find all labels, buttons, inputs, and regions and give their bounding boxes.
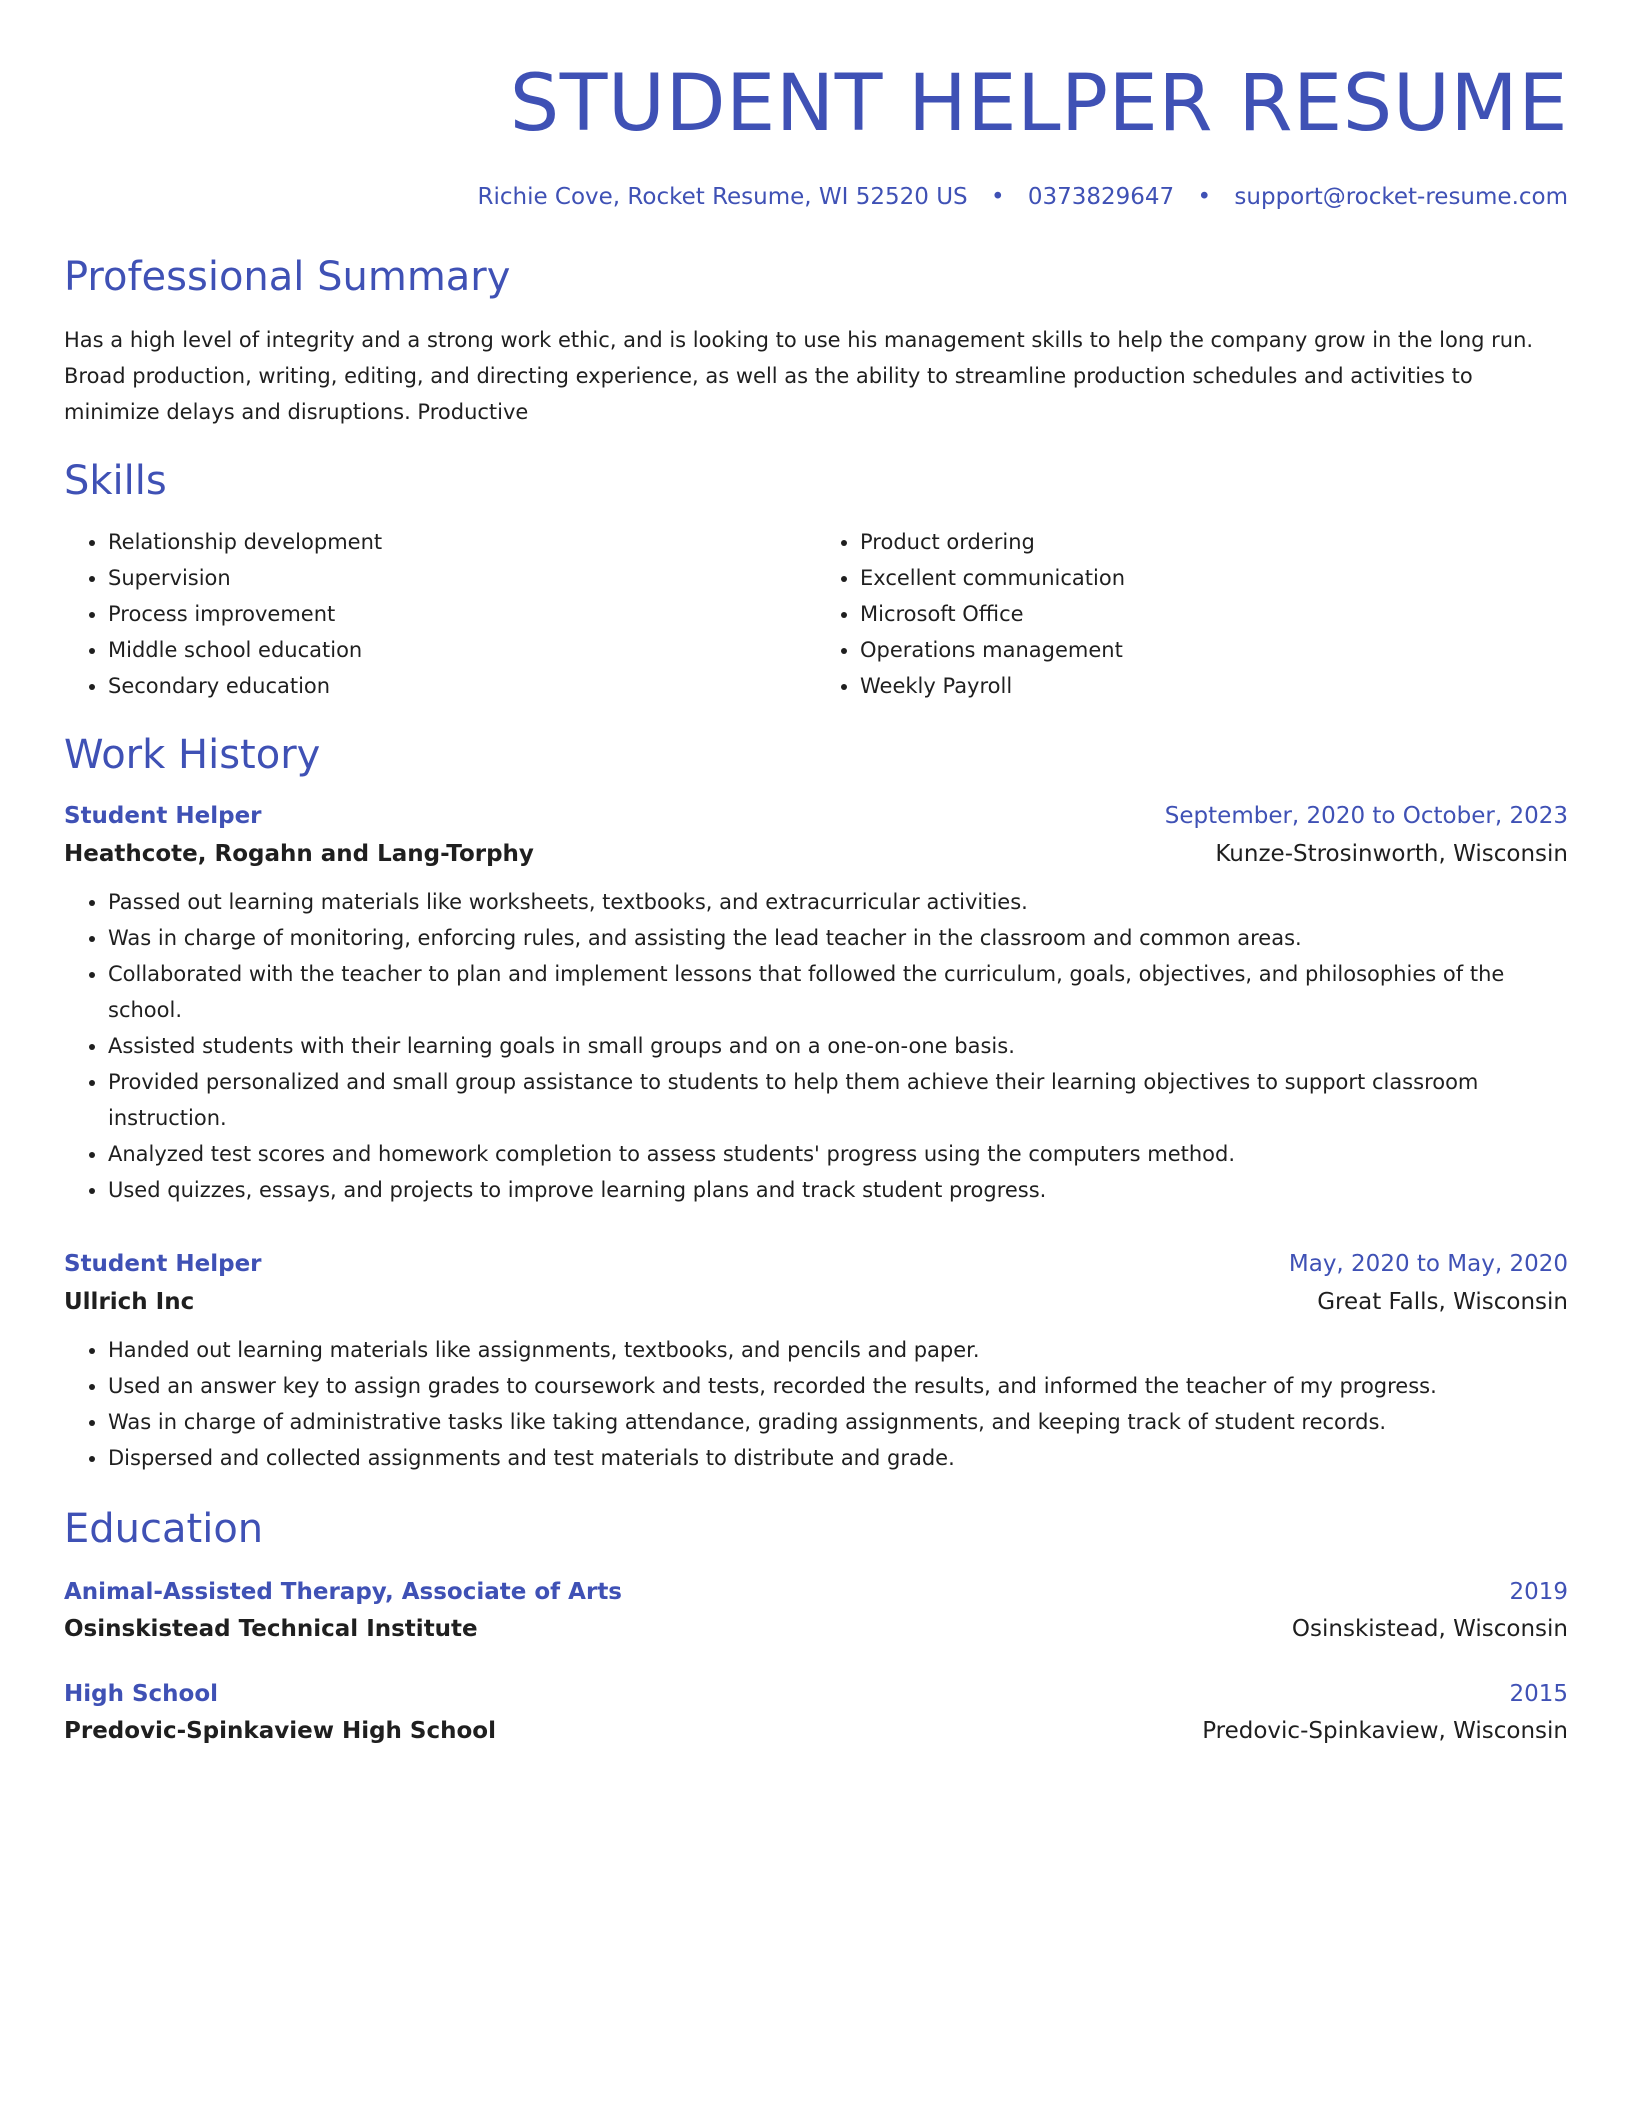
job-location: Kunze-Strosinworth, Wisconsin bbox=[1215, 841, 1568, 867]
graduation-year: 2015 bbox=[1509, 1681, 1568, 1707]
job-bullet: • Was in charge of administrative tasks like taking attendance, grading assignments, and keeping track of student records. bbox=[108, 1404, 1568, 1440]
phone: 0373829647 bbox=[1027, 184, 1175, 210]
school-location: Osinskistead, Wisconsin bbox=[1291, 1616, 1568, 1642]
job-title: Student Helper bbox=[64, 803, 262, 829]
education-school-row bbox=[64, 1610, 1568, 1648]
job-bullet: • Handed out learning materials like assignments, textbooks, and pencils and paper. bbox=[108, 1332, 1568, 1368]
skills-column-left bbox=[64, 524, 816, 704]
skill-item: • Secondary education bbox=[108, 668, 816, 704]
job-entry bbox=[64, 1246, 1568, 1476]
school-location: Predovic-Spinkaview, Wisconsin bbox=[1202, 1718, 1568, 1744]
job-bullet: • Provided personalized and small group assistance to students to help them achieve their learning objectives to support classroom instruction. bbox=[108, 1064, 1568, 1136]
job-bullet: • Passed out learning materials like worksheets, textbooks, and extracurricular activities. bbox=[108, 884, 1568, 920]
job-bullets bbox=[64, 1332, 1568, 1476]
job-header-row bbox=[64, 1246, 1568, 1282]
skills-list bbox=[64, 524, 1568, 704]
job-bullet: • Assisted students with their learning goals in small groups and on a one-on-one basis. bbox=[108, 1028, 1568, 1064]
job-title: Student Helper bbox=[64, 1251, 262, 1277]
job-header-row bbox=[64, 798, 1568, 834]
job-bullet: • Dispersed and collected assignments and test materials to distribute and grade. bbox=[108, 1440, 1568, 1476]
job-location: Great Falls, Wisconsin bbox=[1317, 1289, 1568, 1315]
resume-title: STUDENT HELPER RESUME bbox=[509, 59, 1568, 149]
separator-dot: • bbox=[1197, 184, 1212, 210]
skill-item: • Process improvement bbox=[108, 596, 816, 632]
job-company-row bbox=[64, 834, 1568, 874]
work-history-heading: Work History bbox=[64, 732, 321, 778]
education-header-row bbox=[64, 1574, 1568, 1610]
education-entry bbox=[64, 1574, 1568, 1648]
skill-item: • Weekly Payroll bbox=[860, 668, 1568, 704]
skills-column-right bbox=[816, 524, 1568, 704]
separator-dot: • bbox=[990, 184, 1005, 210]
job-bullet: • Analyzed test scores and homework completion to assess students' progress using the computers method. bbox=[108, 1136, 1568, 1172]
job-company-row bbox=[64, 1282, 1568, 1322]
school-name: Predovic-Spinkaview High School bbox=[64, 1718, 496, 1744]
skill-item: • Supervision bbox=[108, 560, 816, 596]
contact-line bbox=[64, 182, 1568, 212]
degree: High School bbox=[64, 1681, 219, 1707]
skills-heading: Skills bbox=[64, 458, 167, 504]
job-dates: September, 2020 to October, 2023 bbox=[1164, 803, 1568, 829]
school-name: Osinskistead Technical Institute bbox=[64, 1616, 478, 1642]
summary-text: Has a high level of integrity and a strong work ethic, and is looking to use his management skills to help the company grow in the long run. Broad production, writing, editing, and directing experience, as well as the ability to streamline production schedules and activities to minimize delays and disruptions. Productive bbox=[64, 328, 1534, 424]
job-bullet: • Used quizzes, essays, and projects to improve learning plans and track student progress. bbox=[108, 1172, 1568, 1208]
education-header-row bbox=[64, 1676, 1568, 1712]
company-name: Ullrich Inc bbox=[64, 1289, 195, 1315]
job-entry bbox=[64, 798, 1568, 1208]
skill-item: • Relationship development bbox=[108, 524, 816, 560]
skill-item: • Excellent communication bbox=[860, 560, 1568, 596]
company-name: Heathcote, Rogahn and Lang-Torphy bbox=[64, 841, 534, 867]
email: support@rocket-resume.com bbox=[1234, 184, 1568, 210]
job-bullets bbox=[64, 884, 1568, 1208]
skill-item: • Product ordering bbox=[860, 524, 1568, 560]
address: Richie Cove, Rocket Resume, WI 52520 US bbox=[477, 184, 968, 210]
resume-header bbox=[64, 56, 1568, 212]
skill-item: • Middle school education bbox=[108, 632, 816, 668]
skill-item: • Microsoft Office bbox=[860, 596, 1568, 632]
degree: Animal-Assisted Therapy, Associate of Arts bbox=[64, 1579, 622, 1605]
education-heading: Education bbox=[64, 1506, 264, 1552]
job-bullet: • Collaborated with the teacher to plan and implement lessons that followed the curriculum, goals, objectives, and philosophies of the school. bbox=[108, 956, 1568, 1028]
job-dates: May, 2020 to May, 2020 bbox=[1288, 1251, 1568, 1277]
graduation-year: 2019 bbox=[1509, 1579, 1568, 1605]
education-entry bbox=[64, 1676, 1568, 1750]
job-bullet: • Used an answer key to assign grades to coursework and tests, recorded the results, and informed the teacher of my progress. bbox=[108, 1368, 1568, 1404]
summary-heading: Professional Summary bbox=[64, 254, 511, 300]
job-bullet: • Was in charge of monitoring, enforcing rules, and assisting the lead teacher in the classroom and common areas. bbox=[108, 920, 1568, 956]
education-school-row bbox=[64, 1712, 1568, 1750]
skill-item: • Operations management bbox=[860, 632, 1568, 668]
